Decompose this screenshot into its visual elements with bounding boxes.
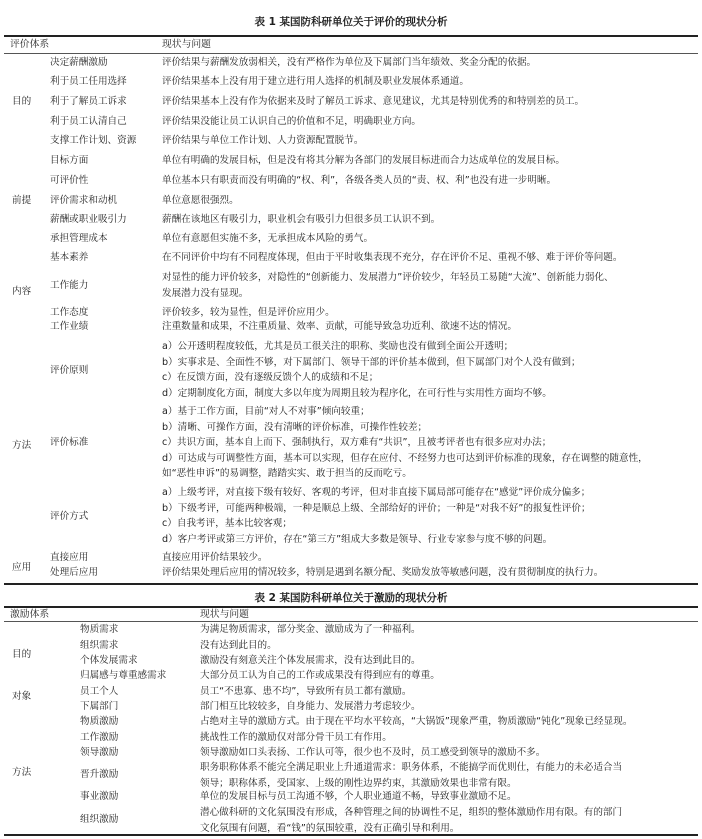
table2-row-status-line: 单位的发展目标与员工沟通不够，个人职业通道不畅，导致事业激励不足。 [200, 791, 517, 802]
table1-row-status-line: 薪酬在该地区有吸引力，职业机会有吸引力但很多员工认识不到。 [162, 214, 441, 225]
table1-row-item: 评价方式 [50, 511, 89, 522]
table1-row-status-line: 评价较多，较为显性，但是评价应用少。 [162, 307, 335, 318]
table1-row-status-line: 评价结果基本上没有用于建立进行用人选择的机制及职业发展体系通道。 [162, 76, 469, 87]
table1-top-rule [4, 35, 698, 37]
table2-row-status-line: 占绝对主导的激励方式。由于现在平均水平较高，“大锅饭”现象严重，物质激励“钝化”现象已经显现。 [200, 716, 633, 727]
table2-header-rule [4, 621, 698, 622]
table1-row-item: 决定薪酬激励 [50, 57, 108, 68]
table2-row-item: 员工个人 [80, 686, 119, 697]
table2-row-status-line: 领导激励如口头表扬、工作认可等，很少也不及时，员工感受到领导的激励不多。 [200, 747, 546, 758]
table2-title: 表 2 某国防科研单位关于激励的现状分析 [254, 592, 448, 604]
table1-row-item: 支撑工作计划、资源 [50, 135, 137, 146]
table1-row-status-line: d）可达成与可调整性方面，基本可以实现，但存在应付、不经努力也可达到评价标准的现象，存在调整的随意性， [162, 452, 648, 464]
table1-row-status-line: 发展潜力没有显现。 [162, 287, 249, 299]
table2-row-status-line: 没有达到此目的。 [200, 640, 277, 651]
table1-row-status-line: d）定期制度化方面，制度大多以年度为周期且较为程序化，在可行性与实用性方面均不够。 [162, 387, 552, 399]
table1-row-status-line: 在不同评价中均有不同程度体现，但由于平时收集表现不充分，存在评价不足、重视不够、难于评价等问题。 [162, 252, 623, 263]
table2-row-status-line: 职务职称体系不能完全满足职业上升通道需求：职务体系，不能搞学而优则仕，有能力的未必适合当 [200, 762, 623, 773]
table1-row-status-line: 评价结果处理后应用的情况较多，特别是遇到名额分配、奖励发放等敏感问题，没有贯彻制度的执行力。 [162, 567, 604, 578]
table1-row-status-line: 评价结果基本上没有作为依据来及时了解员工诉求、意见建议，尤其是特别优秀的和特别差的员工。 [162, 96, 585, 107]
table1-row-item: 直接应用 [50, 552, 89, 563]
table1-group-label: 方法 [12, 440, 32, 451]
table2-top-rule [4, 606, 698, 608]
table1-row-item: 评价标准 [50, 437, 89, 448]
table2-header-status: 现状与问题 [200, 609, 249, 620]
table1-row-item: 利于员工认清自己 [50, 116, 127, 127]
table1-row-status-line: 单位有明确的发展目标，但是没有将其分解为各部门的发展目标进而合力达成单位的发展目标。 [162, 155, 565, 166]
table2-row-status-line: 文化氛围有问题，看“钱”的氛围较重，没有正确引导和利用。 [200, 822, 460, 834]
table1-row-item: 基本素养 [50, 252, 89, 263]
table1-row-status-line: a）上级考评，对直接下级有较好、客观的考评，但对非直接下属局部可能存在“感觉”评价成分偏多； [162, 487, 591, 498]
table1-header-system: 评价体系 [10, 39, 50, 50]
table1-row-status-line: b）下级考评，可能两种极端，一种是顺总上级、全部给好的评价；一种是“对我不好”的报复性评价； [162, 502, 591, 514]
table2-header-system: 激励体系 [10, 609, 50, 620]
table1-row-status-line: d）客户考评或第三方评价，存在“第三方”组成大多数是领导、行业专家参与度不够的问题。 [162, 533, 553, 545]
table1-row-status-line: a）公开透明程度较低，尤其是员工很关注的职称、奖励也没有做到全面公开透明； [162, 341, 514, 352]
table1-row-status-line: c）共识方面，基本自上而下、强制执行，双方难有“共识”，且被考评者也有很多应对办法； [162, 437, 552, 448]
table1-row-status-line: 单位有意愿但实施不多，无承担成本风险的勇气。 [162, 233, 374, 244]
table1-row-item: 处理后应用 [50, 567, 98, 578]
table1-row-status-line: c）在反馈方面，没有逐级反馈个人的成绩和不足； [162, 372, 379, 383]
table2-group-label: 目的 [12, 649, 32, 660]
table1-row-status-line: 单位基本只有职责而没有明确的“权、利”，各级各类人员的“责、权、利”也没有进一步明晰。 [162, 175, 557, 186]
table1-header-rule [4, 53, 698, 54]
table2-row-item: 个体发展需求 [80, 655, 138, 666]
table2-row-status-line: 挑战性工作的激励仅对部分骨干员工有作用。 [200, 732, 392, 743]
table1-row-status-line: 评价结果没能让员工认识自己的价值和不足，明确职业方向。 [162, 116, 422, 127]
table1-row-item: 利于了解员工诉求 [50, 96, 127, 107]
table1-row-item: 评价需求和动机 [50, 195, 118, 206]
table1-row-status-line: a）基于工作方面，目前“对人不对事”倾向较重； [162, 406, 370, 417]
table2-row-item: 组织需求 [80, 640, 119, 651]
table2-row-item: 下属部门 [80, 701, 119, 712]
table1-row-status-line: b）实事求是、全面性不够，对下属部门、领导干部的评价基本做到，但下属部门对个人没有做到； [162, 356, 581, 368]
table2-group-label: 方法 [12, 767, 32, 778]
table1-row-status-line: 注重数量和成果，不注重质量、效率、贡献，可能导致急功近利、欲速不达的情况。 [162, 321, 517, 332]
table1-row-status-line: 直接应用评价结果较少。 [162, 552, 268, 563]
table2-row-item: 归属感与尊重感需求 [80, 670, 167, 681]
table1-group-label: 内容 [12, 286, 32, 297]
table1-row-item: 工作能力 [50, 280, 89, 291]
table1-row-item: 目标方面 [50, 155, 89, 166]
table1-group-label: 应用 [12, 562, 32, 573]
table1-row-item: 利于员工任用选择 [50, 76, 127, 87]
table1-row-status-line: b）清晰、可操作方面，没有清晰的评价标准，可操作性较差； [162, 421, 428, 433]
table1-header-status: 现状与问题 [162, 39, 211, 50]
table1-row-status-line: 对显性的能力评价较多，对隐性的“创新能力、发展潜力”评价较少，年轻员工易随“大流”、创新能力弱化、 [162, 272, 614, 283]
table2-row-status-line: 部门相互比较较多，自身能力、发展潜力考虑较少。 [200, 701, 421, 712]
table2-row-item: 领导激励 [80, 747, 119, 758]
table1-row-item: 工作业绩 [50, 321, 89, 332]
table1-group-label: 前提 [12, 195, 32, 206]
table1-row-status-line: 评价结果与薪酬发放弱相关，没有严格作为单位及下属部门当年绩效、奖金分配的依据。 [162, 57, 537, 68]
table1-row-item: 可评价性 [50, 175, 89, 186]
table1-row-status-line: c）自我考评，基本比较客观； [162, 518, 292, 529]
table2-row-status-line: 激励没有刻意关注个体发展需求，没有达到此目的。 [200, 655, 421, 666]
table1-row-item: 承担管理成本 [50, 233, 108, 244]
table1-row-item: 薪酬或职业吸引力 [50, 214, 127, 225]
table2-row-item: 工作激励 [80, 732, 119, 743]
table1-row-status-line: 如“恶性申诉”的易调整，踏踏实实、敢于担当的反而吃亏。 [162, 468, 412, 479]
table1-row-item: 工作态度 [50, 307, 89, 318]
table2-row-status-line: 员工“不患寡、患不均”，导致所有员工都有激励。 [200, 686, 412, 697]
table1-group-label: 目的 [12, 96, 32, 107]
table2-group-label: 对象 [12, 691, 32, 702]
table1-title: 表 1 某国防科研单位关于评价的现状分析 [254, 16, 448, 28]
table2-row-status-line: 大部分员工认为自己的工作或成果没有得到应有的尊重。 [200, 670, 440, 681]
table2-row-status-line: 潜心做科研的文化氛围没有形成，各种管理之间的协调性不足，组织的整体激励作用有限。有的部门 [200, 807, 623, 818]
table1-bottom-rule [4, 583, 698, 585]
table2-row-item: 物质需求 [80, 624, 119, 635]
table2-bottom-rule [4, 834, 698, 836]
table2-row-item: 事业激励 [80, 791, 119, 802]
table1-row-item: 评价原则 [50, 365, 89, 376]
table1-row-status-line: 单位意愿很强烈。 [162, 195, 239, 206]
table2-row-item: 晋升激励 [80, 769, 119, 780]
table2-row-item: 物质激励 [80, 716, 119, 727]
table2-row-status-line: 为满足物质需求，部分奖金、激励成为了一种福利。 [200, 624, 421, 635]
table2-row-status-line: 领导；职称体系，受国家、上级的刚性边界约束，其激励效果也非常有限。 [200, 777, 517, 789]
table2-row-item: 组织激励 [80, 814, 119, 825]
table1-row-status-line: 评价结果与单位工作计划、人力资源配置脱节。 [162, 135, 364, 146]
